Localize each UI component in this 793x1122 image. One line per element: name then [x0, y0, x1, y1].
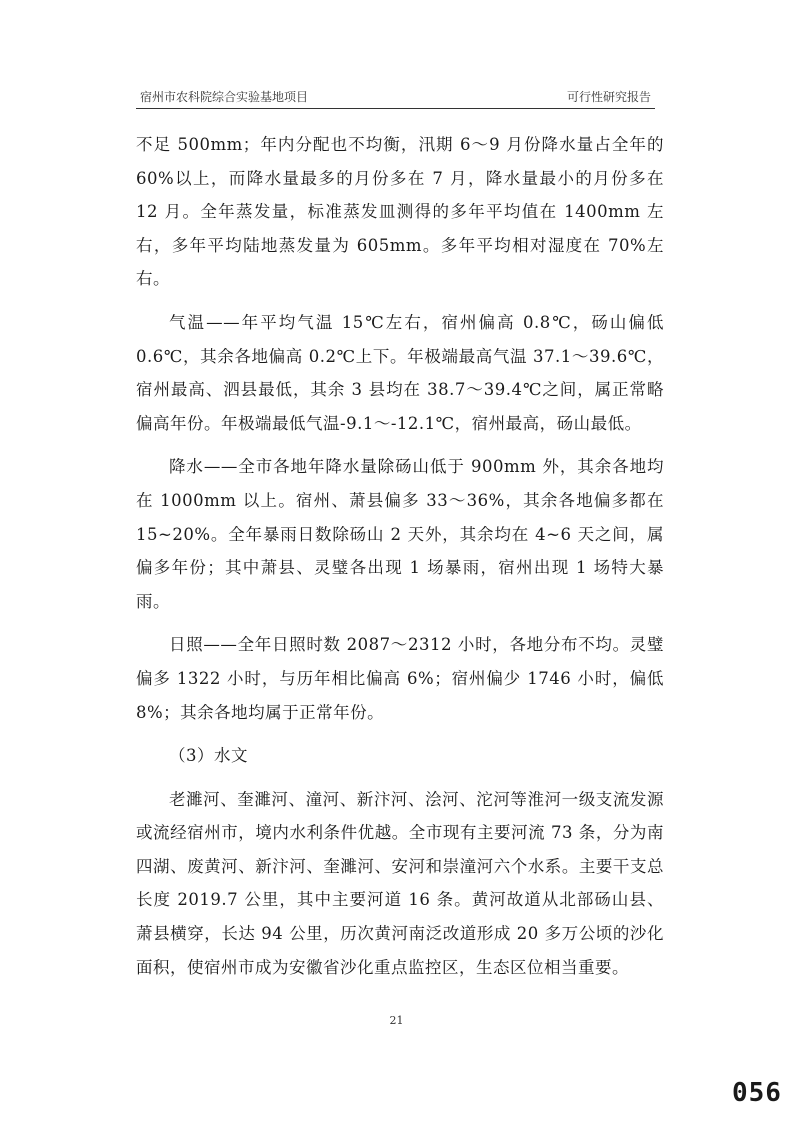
- paragraph-precipitation-continued: 不足 500mm；年内分配也不均衡，汛期 6～9 月份降水量占全年的 60%以上，而降水量最多的月份多在 7 月，降水量最小的月份多在 12 月。全年蒸发量，标准蒸发皿测得的多年平均值在 1400mm 左右，多年平均陆地蒸发量为 605mm。多年平均相对湿度在 70%左右。: [136, 135, 664, 289]
- paragraph-hydrology: 老濉河、奎濉河、潼河、新汴河、浍河、沱河等淮河一级支流发源或流经宿州市，境内水利条件优越。全市现有主要河流 73 条，分为南四湖、废黄河、新汴河、奎濉河、安河和崇潼河六个水系。主要干支总长度 2019.7 公里，其中主要河道 16 条。黄河故道从北部砀山县、萧县横穿，长达 94 公里，历次黄河南泛改道形成 20 多万公顷的沙化面积，使宿州市成为安徽省沙化重点监控区，生态区位相当重要。: [136, 789, 664, 977]
- page-stamp-number: 056: [732, 1078, 782, 1108]
- paragraph-temperature: 气温——年平均气温 15℃左右，宿州偏高 0.8℃，砀山偏低 0.6℃，其余各地偏高 0.2℃上下。年极端最高气温 37.1～39.6℃，宿州最高、泗县最低，其余 3 县均在 38.7～39.4℃之间，属正常略偏高年份。年极端最低气温-9.1～-12.1℃，宿州最高，砀山最低。: [136, 312, 664, 433]
- header-report-type: 可行性研究报告: [566, 90, 651, 104]
- page-number: 21: [389, 1014, 404, 1027]
- section-heading-hydrology: （3）水文: [169, 746, 248, 766]
- header-project-title: 宿州市农科院综合实验基地项目: [140, 90, 309, 104]
- paragraph-rainfall: 降水——全市各地年降水量除砀山低于 900mm 外，其余各地均在 1000mm 以上。宿州、萧县偏多 33～36%，其余各地偏多都在 15~20%。全年暴雨日数除砀山 2 天外，其余均在 4~6 天之间，属偏多年份；其中萧县、灵璧各出现 1 场暴雨，宿州出现 1 场特大暴雨。: [136, 457, 664, 611]
- page-header: [136, 88, 655, 109]
- paragraph-sunshine: 日照——全年日照时数 2087～2312 小时，各地分布不均。灵璧偏多 1322 小时，与历年相比偏高 6%；宿州偏少 1746 小时，偏低 8%；其余各地均属于正常年份。: [136, 635, 664, 722]
- document-body: [136, 128, 664, 994]
